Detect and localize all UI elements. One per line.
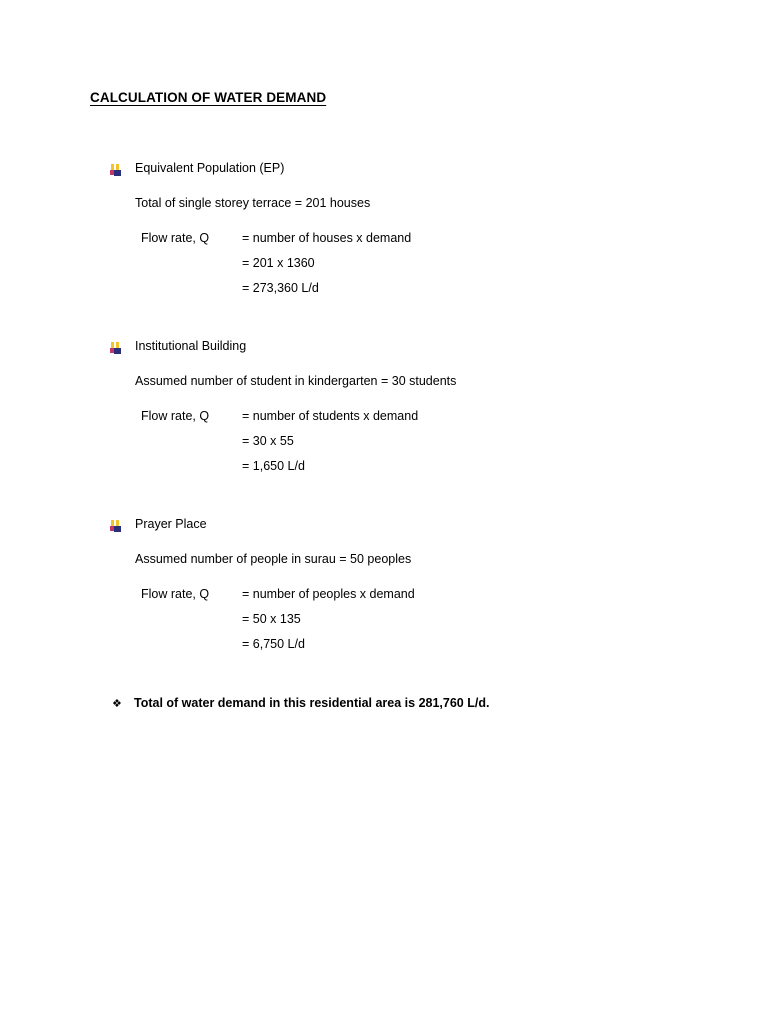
word-arrow-bullet-icon — [110, 342, 121, 354]
word-arrow-bullet-icon — [110, 164, 121, 176]
calc-value: = 30 x 55 — [242, 434, 294, 448]
diamond-bullet-icon: ❖ — [112, 698, 122, 710]
page-title: CALCULATION OF WATER DEMAND — [90, 90, 327, 105]
section-heading-label: Equivalent Population (EP) — [135, 161, 285, 175]
word-arrow-bullet-icon — [110, 520, 121, 532]
conclusion-text: Total of water demand in this residential area is 281,760 L/d. — [134, 696, 490, 710]
section-assumption: Total of single storey terrace = 201 houses — [135, 196, 371, 210]
section-assumption: Assumed number of student in kindergarten = 30 students — [135, 374, 457, 388]
section-assumption: Assumed number of people in surau = 50 peoples — [135, 552, 412, 566]
calc-value: = 50 x 135 — [242, 612, 301, 626]
section-heading — [110, 161, 284, 176]
calc-label: Flow rate, Q — [141, 587, 210, 601]
calc-value: = number of students x demand — [242, 409, 419, 423]
section-heading-label: Prayer Place — [135, 517, 207, 531]
calc-value: = 273,360 L/d — [242, 281, 319, 295]
calc-label: Flow rate, Q — [141, 409, 210, 423]
calc-value: = 6,750 L/d — [242, 637, 305, 651]
calc-value: = number of houses x demand — [242, 231, 412, 245]
calc-label: Flow rate, Q — [141, 231, 210, 245]
section-heading-label: Institutional Building — [135, 339, 247, 353]
calc-value: = 1,650 L/d — [242, 459, 305, 473]
calc-value: = 201 x 1360 — [242, 256, 315, 270]
calc-value: = number of peoples x demand — [242, 587, 415, 601]
section-heading — [110, 339, 246, 354]
conclusion-line — [112, 696, 489, 710]
section-heading — [110, 517, 207, 532]
